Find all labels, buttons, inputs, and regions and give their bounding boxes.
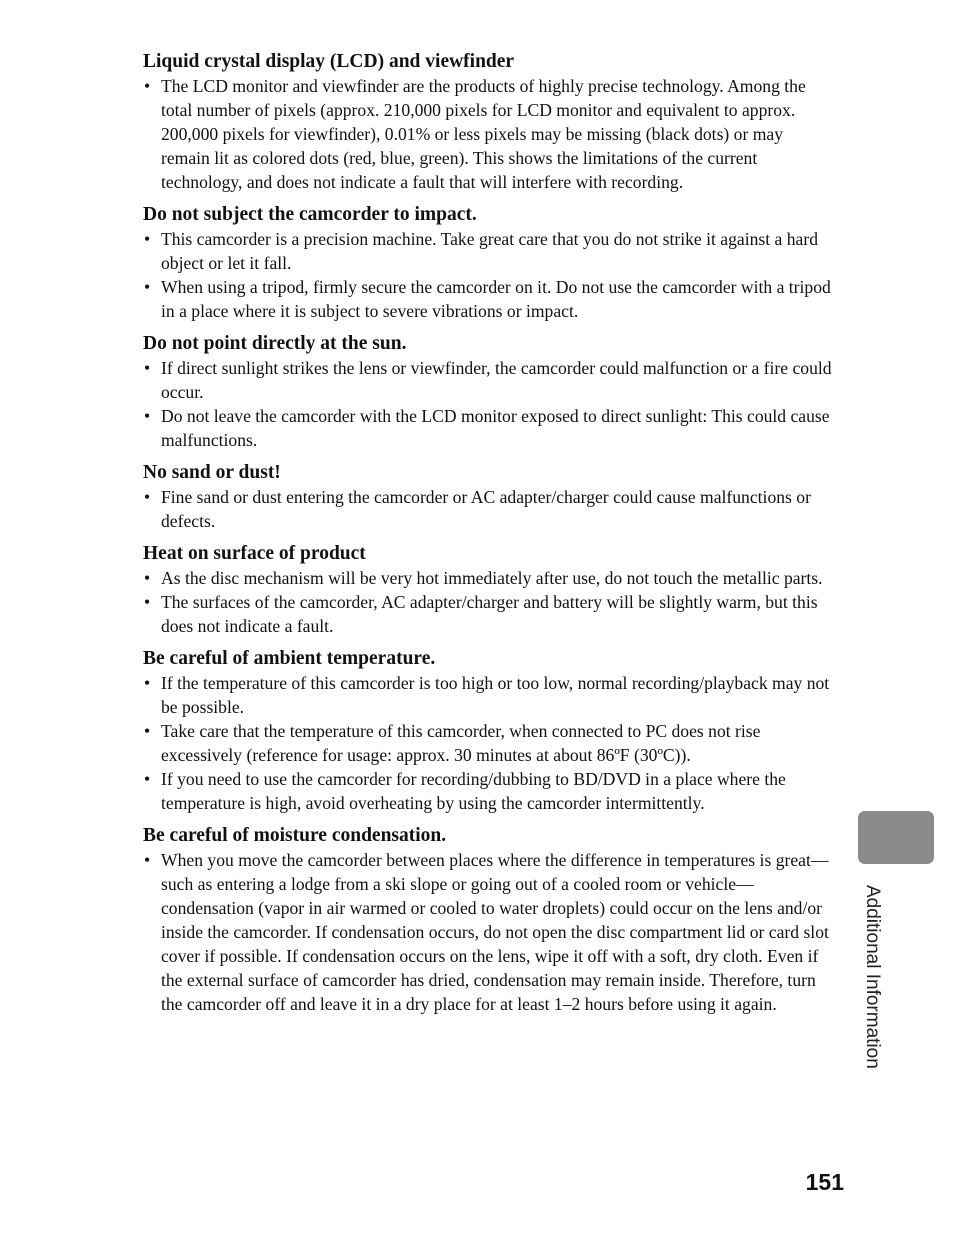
bullet-item: • The surfaces of the camcorder, AC adapter/charger and battery will be slightly warm, but this does not indicate a fault. (143, 590, 833, 638)
bullet-item: • When you move the camcorder between places where the difference in temperatures is great—such as entering a lodge from a ski slope or going out of a cooled room or vehicle—condensation (vapor in air warmed or cooled to water droplets) could occur on the lens and/or inside the camcorder. If condensation occurs, do not open the disc compartment lid or card slot cover if possible. If condensation occurs on the lens, wipe it off with a soft, dry cloth. Even if the external surface of camcorder has dried, condensation may remain inside. Therefore, turn the camcorder off and leave it in a dry place for at least 1–2 hours before using it again. (143, 848, 833, 1016)
bullet-item: • The LCD monitor and viewfinder are the products of highly precise technology. Among the total number of pixels (approx. 210,000 pixels for LCD monitor and equivalent to approx. 200,000 pixels for viewfinder), 0.01% or less pixels may be missing (black dots) or may remain lit as colored dots (red, blue, green). This shows the limitations of the current technology, and does not indicate a fault that will interfere with recording. (143, 74, 833, 194)
section-sun (143, 332, 833, 452)
bullet-item: • This camcorder is a precision machine. Take great care that you do not strike it against a hard object or let it fall. (143, 227, 833, 275)
bullet-item: • If direct sunlight strikes the lens or viewfinder, the camcorder could malfunction or a fire could occur. (143, 356, 833, 404)
bullet-list (143, 74, 833, 194)
bullet-item: • As the disc mechanism will be very hot immediately after use, do not touch the metallic parts. (143, 566, 833, 590)
section-heat (143, 542, 833, 638)
bullet-list (143, 356, 833, 452)
bullet-item: • When using a tripod, firmly secure the camcorder on it. Do not use the camcorder with a tripod in a place where it is subject to severe vibrations or impact. (143, 275, 833, 323)
section-heading: Do not point directly at the sun. (143, 333, 407, 354)
section-heading: Be careful of ambient temperature. (143, 648, 436, 669)
section-sand-dust (143, 461, 833, 533)
section-heading: No sand or dust! (143, 462, 281, 483)
bullet-list (143, 671, 833, 815)
bullet-item: • Do not leave the camcorder with the LCD monitor exposed to direct sunlight: This could cause malfunctions. (143, 404, 833, 452)
section-heading: Do not subject the camcorder to impact. (143, 204, 477, 225)
section-heading: Liquid crystal display (LCD) and viewfinder (143, 51, 515, 72)
page-content (143, 50, 833, 1025)
section-heading: Heat on surface of product (143, 543, 366, 564)
page-number: 151 (805, 1169, 844, 1195)
section-heading: Be careful of moisture condensation. (143, 825, 447, 846)
chapter-tab (858, 811, 934, 864)
section-lcd (143, 50, 833, 194)
bullet-item: • Take care that the temperature of this camcorder, when connected to PC does not rise excessively (reference for usage: approx. 30 minutes at about 86ºF (30ºC)). (143, 719, 833, 767)
bullet-item: • Fine sand or dust entering the camcorder or AC adapter/charger could cause malfunctions or defects. (143, 485, 833, 533)
section-impact (143, 203, 833, 323)
bullet-item: • If the temperature of this camcorder is too high or too low, normal recording/playback may not be possible. (143, 671, 833, 719)
bullet-item: • If you need to use the camcorder for recording/dubbing to BD/DVD in a place where the temperature is high, avoid overheating by using the camcorder intermittently. (143, 767, 833, 815)
bullet-list (143, 227, 833, 323)
bullet-list (143, 848, 833, 1016)
bullet-list (143, 566, 833, 638)
section-ambient-temperature (143, 647, 833, 815)
section-moisture (143, 824, 833, 1016)
bullet-list (143, 485, 833, 533)
chapter-label: Additional Information (862, 885, 883, 1069)
